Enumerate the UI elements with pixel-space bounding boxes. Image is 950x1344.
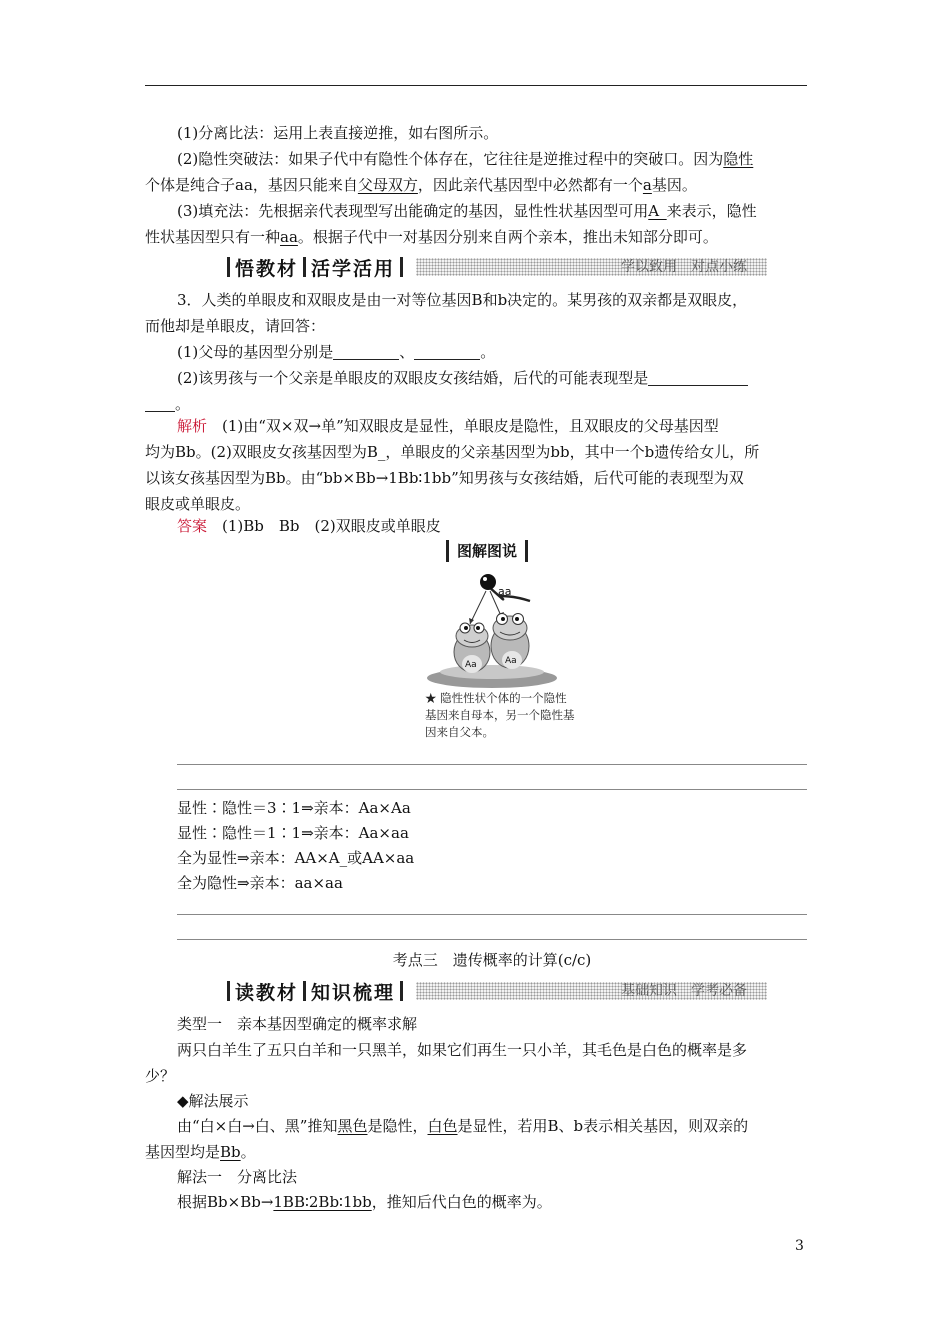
answer-label: 答案: [177, 517, 208, 535]
answer-blank[interactable]: [145, 395, 175, 412]
analysis-line3: 以该女孩基因型为Bb。由“bb×Bb→1Bb∶1bb”知男孩与女孩结婚，后代可能的表现型为双: [145, 469, 744, 487]
solution-line3: 根据Bb×Bb→1BB∶2Bb∶1bb，推知后代白色的概率为。: [177, 1193, 552, 1211]
solution-line2: 基因型均是Bb。: [145, 1143, 256, 1161]
method-label: ◆解法展示: [177, 1092, 249, 1110]
section-banner-practice: [222, 256, 767, 278]
page-number: 3: [795, 1238, 804, 1254]
banner-tag: 基础知识 学考必备: [621, 983, 747, 999]
solution-method-title: 解法一 分离比法: [177, 1168, 298, 1186]
method-1: (1)分离比法：运用上表直接逆推，如右图所示。: [177, 124, 499, 142]
answer-blank[interactable]: [333, 343, 399, 360]
solution-line1: 由“白×白→白、黑”推知黑色是隐性，白色是显性，若用B、b表示相关基因，则双亲的: [177, 1117, 749, 1135]
ratio-line: 显性∶隐性＝3∶1⇒亲本：Aa×Aa: [177, 799, 411, 817]
method-3-line2: 性状基因型只有一种aa。根据子代中一对基因分别来自两个亲本，推出未知部分即可。: [145, 228, 718, 246]
section-banner-knowledge: [222, 980, 767, 1002]
question-1: (1)父母的基因型分别是 、 。: [177, 343, 496, 361]
question-2: (2)该男孩与一个父亲是单眼皮的双眼皮女孩结婚，后代的可能表现型是: [177, 365, 807, 391]
answer-blank[interactable]: [648, 369, 748, 386]
problem-line1: 两只白羊生了五只白羊和一只黑羊，如果它们再生一只小羊，其毛色是白色的概率是多: [177, 1041, 748, 1059]
method-2-line1: (2)隐性突破法：如果子代中有隐性个体存在，它往往是逆推过程中的突破口。因为隐性: [177, 150, 754, 168]
analysis-line1: 解析 (1)由“双×双→单”知双眼皮是显性，单眼皮是隐性，且双眼皮的父母基因型: [177, 417, 719, 435]
divider: [177, 914, 807, 915]
graphic-title: 图解图说: [446, 540, 528, 562]
banner-tag: 学以致用 对点小练: [621, 259, 747, 275]
frog-illustration: [420, 566, 570, 691]
aa-label: aa: [498, 585, 512, 598]
star-icon: ★: [425, 691, 437, 705]
graphic-caption: ★ 隐性性状个体的一个隐性基因来自母本，另一个隐性基因来自父本。: [425, 691, 575, 739]
banner-title: 读教材: [235, 981, 299, 1004]
banner-title: 悟教材: [235, 257, 299, 280]
Aa-label-left: Aa: [465, 660, 477, 670]
ratio-line: 全为隐性⇒亲本：aa×aa: [177, 874, 343, 892]
question-stem-2: 而他却是单眼皮，请回答：: [145, 317, 326, 335]
method-2-line2: 个体是纯合子aa，基因只能来自父母双方，因此亲代基因型中必然都有一个a基因。: [145, 176, 697, 194]
type-title: 类型一 亲本基因型确定的概率求解: [177, 1015, 418, 1033]
method-3-line1: (3)填充法：先根据亲代表现型写出能确定的基因，显性性状基因型可用A_来表示，隐性: [177, 202, 757, 220]
analysis-line2: 均为Bb。(2)双眼皮女孩基因型为B_，单眼皮的父亲基因型为bb，其中一个b遗传给女儿，所: [145, 443, 760, 461]
analysis-line4: 眼皮或单眼皮。: [145, 495, 251, 513]
banner-subtitle: 知识梳理: [311, 981, 396, 1004]
answer-blank[interactable]: [414, 343, 480, 360]
problem-line2: 少？: [145, 1067, 176, 1085]
banner-subtitle: 活学活用: [311, 257, 396, 280]
question-stem: 3．人类的单眼皮和双眼皮是由一对等位基因B和b决定的。某男孩的双亲都是双眼皮，: [177, 291, 748, 309]
divider: [177, 764, 807, 765]
answer-line: 答案 (1)Bb Bb (2)双眼皮或单眼皮: [177, 517, 441, 535]
ratio-line: 全为显性⇒亲本：AA×A_或AA×aa: [177, 849, 415, 867]
ratio-line: 显性∶隐性＝1∶1⇒亲本：Aa×aa: [177, 824, 409, 842]
divider: [177, 789, 807, 790]
section-heading: 考点三 遗传概率的计算(c/c): [392, 951, 592, 969]
analysis-label: 解析: [177, 417, 208, 435]
Aa-label-right: Aa: [505, 656, 517, 666]
question-2-cont: 。: [145, 391, 775, 417]
divider: [177, 939, 807, 940]
header-rule: [145, 85, 807, 86]
